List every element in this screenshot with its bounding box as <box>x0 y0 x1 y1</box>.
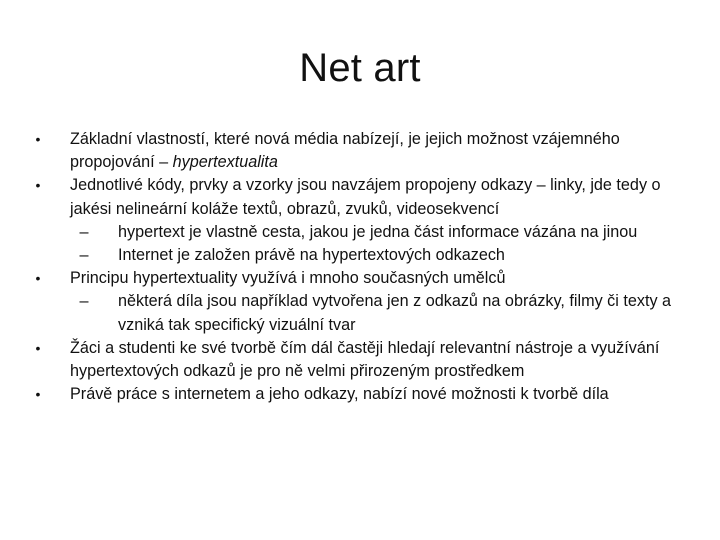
sub-list-item <box>30 244 690 267</box>
list-item <box>30 267 690 290</box>
emphasis-text: hypertextualita <box>172 153 278 172</box>
slide-title: Net art <box>299 46 421 90</box>
list-item-text: Žáci a studenti ke své tvorbě čím dál častěji hledají relevantní nástroje a využívání hypertextových odkazů je pro ně velmi přirozeným prostředkem <box>70 338 660 381</box>
dash-icon: – <box>79 246 89 265</box>
sub-list-item-text: hypertext je vlastně cesta, jakou je jedna část informace vázána na jinou <box>118 222 638 241</box>
bullet-icon: • <box>35 177 41 194</box>
list-item <box>30 128 690 174</box>
bullet-icon: • <box>35 386 41 403</box>
sub-list-item-text: Internet je založen právě na hypertextových odkazech <box>118 246 505 265</box>
list-item-text: Právě práce s internetem a jeho odkazy, nabízí nové možnosti k tvorbě díla <box>70 385 609 404</box>
bullet-icon: • <box>35 270 41 287</box>
list-item <box>30 383 690 406</box>
dash-icon: – <box>79 292 89 311</box>
list-item <box>30 174 690 220</box>
sub-list-item-text: některá díla jsou například vytvořena jen z odkazů na obrázky, filmy či texty a vzniká tak specifický vizuální tvar <box>118 292 672 334</box>
list-item <box>30 337 690 383</box>
sub-list-item <box>30 221 690 244</box>
bullet-icon: • <box>35 339 41 356</box>
bullet-list <box>30 128 690 406</box>
list-item-text: Principu hypertextuality využívá i mnoho současných umělců <box>70 269 506 288</box>
list-item-text: Základní vlastností, které nová média nabízejí, je jejich možnost vzájemného propojování – hypertextualita <box>70 130 620 172</box>
dash-icon: – <box>79 222 89 241</box>
list-item-text: Jednotlivé kódy, prvky a vzorky jsou navzájem propojeny odkazy – linky, jde tedy o jakési nelineární koláže textů, obrazů, zvuků, videosekvencí <box>70 176 661 218</box>
sub-list-item <box>30 290 690 336</box>
bullet-icon: • <box>35 131 41 147</box>
